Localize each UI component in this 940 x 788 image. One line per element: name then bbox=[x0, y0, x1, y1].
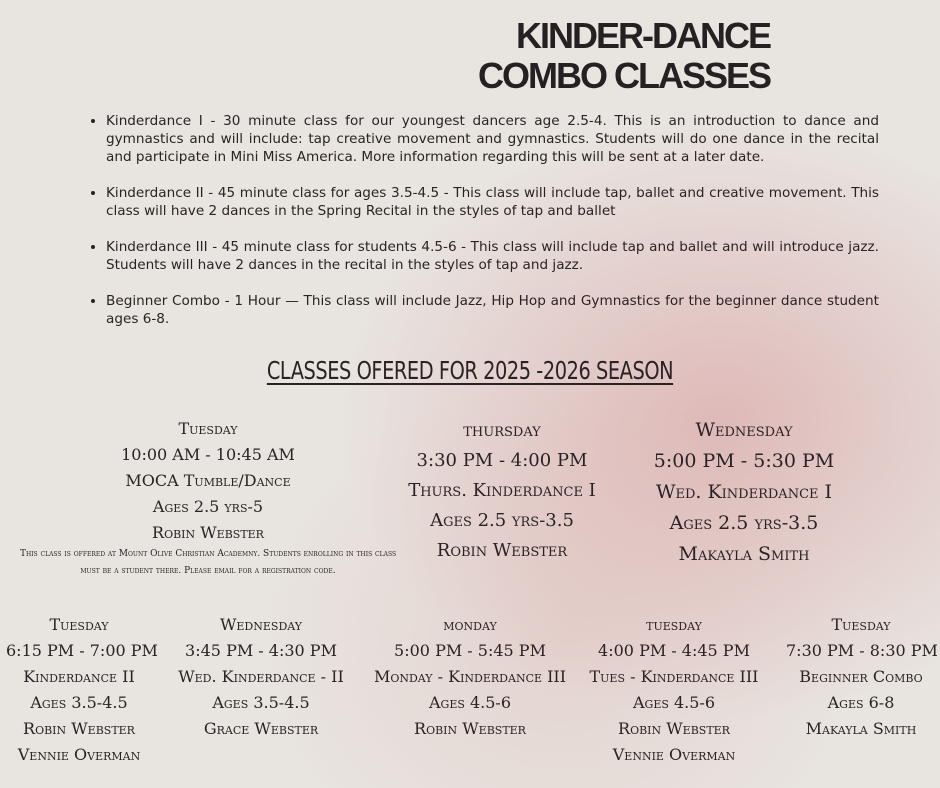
class-day: Tuesday bbox=[178, 419, 238, 438]
class-name: Beginner Combo bbox=[799, 667, 923, 686]
class-day: Tuesday bbox=[49, 615, 109, 634]
class-description-list bbox=[88, 112, 879, 346]
class-day: thursday bbox=[463, 420, 541, 441]
class-day: tuesday bbox=[646, 615, 702, 634]
season-heading: CLASSES OFERED FOR 2025 -2026 SEASON bbox=[266, 356, 674, 385]
class-day: Wednesday bbox=[219, 615, 303, 634]
class-ages: Ages 2.5 yrs-3.5 bbox=[669, 512, 819, 534]
class-card-tuesday-moca bbox=[12, 416, 404, 580]
class-day: Wednesday bbox=[695, 419, 793, 441]
class-time: 10:00 AM - 10:45 AM bbox=[121, 445, 295, 464]
class-time: 3:45 PM - 4:30 PM bbox=[185, 641, 337, 660]
class-day: monday bbox=[443, 615, 497, 634]
class-teacher: Grace Webster bbox=[203, 719, 319, 738]
class-teacher: Makayla Smith bbox=[678, 543, 810, 565]
class-teacher: Vennie Overman bbox=[17, 745, 141, 764]
title-line-2: COMBO CLASSES bbox=[477, 55, 770, 96]
class-name: Wed. Kinderdance - II bbox=[178, 667, 344, 686]
class-card-wednesday-kinderdance-2 bbox=[172, 612, 350, 742]
page-title bbox=[440, 16, 770, 96]
class-card-tuesday-beginner-combo bbox=[786, 612, 936, 742]
class-name: Tues - Kinderdance III bbox=[589, 667, 759, 686]
class-ages: Ages 2.5 yrs-3.5 bbox=[430, 510, 574, 531]
class-teacher: Robin Webster bbox=[618, 719, 730, 738]
class-note: This class is offered at Mount Olive Christian Academny. Students enrolling in this class must be a student there. Please email for a registration code. bbox=[19, 549, 397, 576]
description-kinderdance-2: • Kinderdance II - 45 minute class for ages 3.5-4.5 - This class will include tap, ballet and creative movement. This class will have 2 dances in the Spring Recital in the styles of tap and ballet bbox=[106, 184, 879, 220]
class-card-tuesday-kinderdance-3 bbox=[584, 612, 764, 768]
class-teacher: Makayla Smith bbox=[805, 719, 917, 738]
class-name: Wed. Kinderdance I bbox=[655, 481, 833, 503]
class-card-tuesday-kinderdance-2 bbox=[6, 612, 158, 768]
class-name: Kinderdance II bbox=[23, 667, 135, 686]
class-time: 7:30 PM - 8:30 PM bbox=[786, 641, 938, 660]
class-card-monday-kinderdance-3 bbox=[370, 612, 570, 742]
description-kinderdance-1: • Kinderdance I - 30 minute class for our youngest dancers age 2.5-4. This is an introduction to dance and gymnastics and will include: tap creative movement and gymnastics. Students will do one dance in the recital and participate in Mini Miss America. More information regarding this will be sent at a later date. bbox=[106, 112, 879, 166]
class-time: 6:15 PM - 7:00 PM bbox=[6, 641, 158, 660]
class-card-thursday bbox=[392, 416, 612, 566]
title-line-1: KINDER-DANCE bbox=[516, 15, 770, 56]
class-teacher: Robin Webster bbox=[436, 540, 568, 561]
class-card-wednesday bbox=[632, 415, 856, 570]
class-ages: Ages 3.5-4.5 bbox=[30, 693, 128, 712]
class-name: Thurs. Kinderdance I bbox=[408, 480, 596, 501]
class-time: 4:00 PM - 4:45 PM bbox=[598, 641, 750, 660]
class-time: 5:00 PM - 5:30 PM bbox=[653, 450, 835, 472]
description-kinderdance-3: • Kinderdance III - 45 minute class for students 4.5-6 - This class will include tap and ballet and will introduce jazz. Students will have 2 dances in the recital in the styles of tap and jazz. bbox=[106, 238, 879, 274]
class-teacher: Robin Webster bbox=[414, 719, 526, 738]
class-name: Monday - Kinderdance III bbox=[373, 667, 567, 686]
class-teacher: Robin Webster bbox=[152, 523, 264, 542]
class-name: MOCA Tumble/Dance bbox=[125, 471, 291, 490]
description-beginner-combo: • Beginner Combo - 1 Hour — This class will include Jazz, Hip Hop and Gymnastics for the beginner dance student ages 6-8. bbox=[106, 292, 879, 328]
class-time: 3:30 PM - 4:00 PM bbox=[416, 450, 588, 471]
class-ages: Ages 2.5 yrs-5 bbox=[152, 497, 264, 516]
class-ages: Ages 4.5-6 bbox=[632, 693, 716, 712]
class-day: Tuesday bbox=[831, 615, 891, 634]
class-time: 5:00 PM - 5:45 PM bbox=[394, 641, 546, 660]
class-teacher: Robin Webster bbox=[23, 719, 135, 738]
class-ages: Ages 4.5-6 bbox=[428, 693, 512, 712]
class-ages: Ages 6-8 bbox=[827, 693, 895, 712]
class-ages: Ages 3.5-4.5 bbox=[212, 693, 310, 712]
class-teacher: Vennie Overman bbox=[612, 745, 736, 764]
